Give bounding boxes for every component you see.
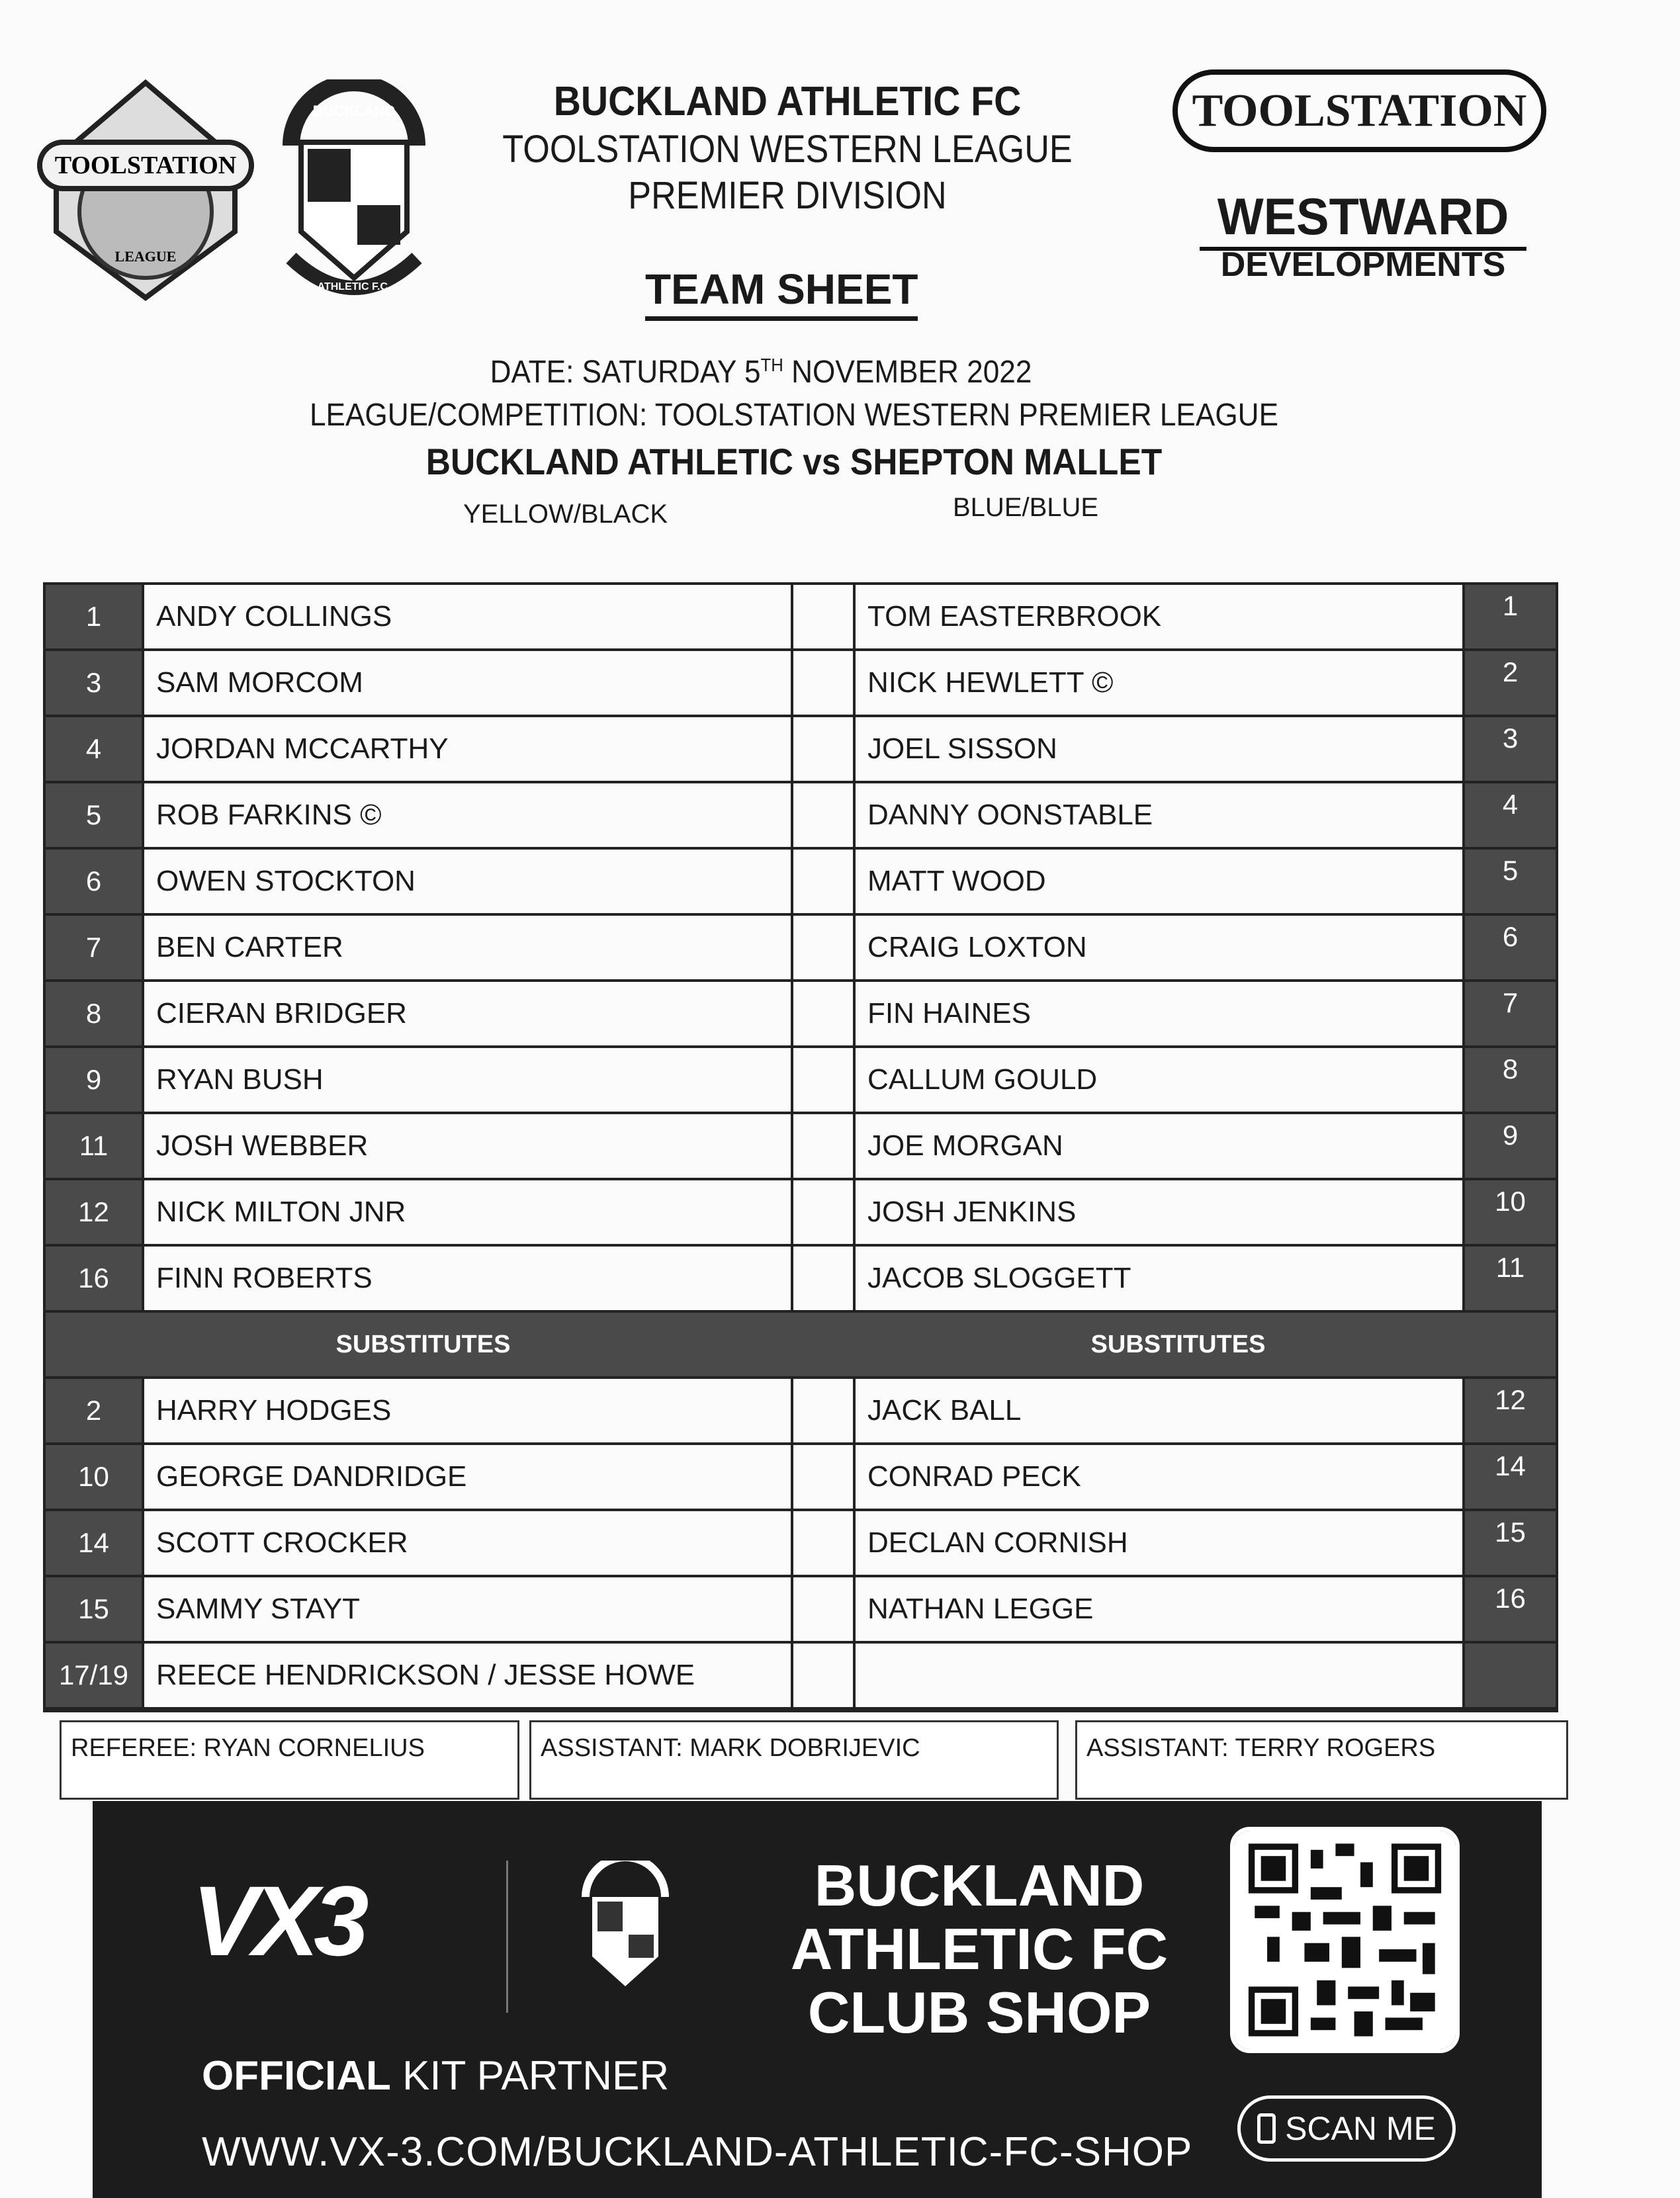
shop-line-3: CLUB SHOP — [807, 1980, 1151, 2045]
away-player-name: CRAIG LOXTON — [853, 916, 1465, 979]
home-shirt-number: 15 — [46, 1577, 142, 1641]
player-row — [46, 850, 1556, 916]
away-player-name: JOSH JENKINS — [853, 1180, 1465, 1244]
spacer — [793, 1511, 853, 1575]
shop-url[interactable]: WWW.VX-3.COM/BUCKLAND-ATHLETIC-FC-SHOP — [202, 2129, 1193, 2175]
badge-subtext: LEAGUE — [114, 248, 177, 265]
home-shirt-number: 2 — [46, 1379, 142, 1442]
home-player-name: BEN CARTER — [142, 916, 793, 979]
away-player-name: NATHAN LEGGE — [853, 1577, 1465, 1641]
spacer — [793, 1114, 853, 1178]
home-shirt-number: 3 — [46, 651, 142, 715]
home-player-name: FINN ROBERTS — [142, 1247, 793, 1310]
official-kit-partner — [202, 2052, 669, 2099]
spacer — [793, 916, 853, 979]
home-shirt-number: 1 — [46, 585, 142, 648]
away-player-name: TOM EASTERBROOK — [853, 585, 1465, 648]
division-name: PREMIER DIVISION — [628, 174, 947, 217]
away-player-name: CONRAD PECK — [853, 1445, 1465, 1509]
spacer — [793, 1247, 853, 1310]
home-player-name: SAM MORCOM — [142, 651, 793, 715]
substitute-row — [46, 1379, 1556, 1445]
home-shirt-number: 14 — [46, 1511, 142, 1575]
assistant-2-box: ASSISTANT: TERRY ROGERS — [1075, 1720, 1568, 1800]
away-kit: BLUE/BLUE — [953, 493, 1099, 522]
crest-top-text: BUCKLAND — [312, 103, 396, 119]
away-shirt-number: 9 — [1465, 1114, 1556, 1178]
spacer — [793, 1577, 853, 1641]
away-player-name — [853, 1644, 1465, 1707]
home-shirt-number: 5 — [46, 783, 142, 847]
away-player-name: JOEL SISSON — [853, 717, 1465, 781]
assistant-1-box: ASSISTANT: MARK DOBRIJEVIC — [529, 1720, 1059, 1800]
home-shirt-number: 16 — [46, 1247, 142, 1310]
buckland-crest-logo — [278, 79, 430, 301]
away-shirt-number: 1 — [1465, 585, 1556, 648]
buckland-crest-logo-small — [576, 1861, 675, 2000]
home-shirt-number: 9 — [46, 1048, 142, 1112]
home-player-name: ROB FARKINS © — [142, 783, 793, 847]
away-subs-label: SUBSTITUTES — [1090, 1330, 1266, 1358]
away-player-name: DANNY OONSTABLE — [853, 783, 1465, 847]
spacer — [793, 585, 853, 648]
home-player-name: ANDY COLLINGS — [142, 585, 793, 648]
spacer — [793, 717, 853, 781]
spacer — [793, 783, 853, 847]
home-player-name: GEORGE DANDRIDGE — [142, 1445, 793, 1509]
away-shirt-number: 3 — [1465, 717, 1556, 781]
away-shirt-number: 10 — [1465, 1180, 1556, 1244]
substitutes-header — [46, 1313, 1556, 1379]
spacer — [793, 982, 853, 1045]
spacer — [793, 1644, 853, 1707]
player-row — [46, 982, 1556, 1048]
home-player-name: JORDAN MCCARTHY — [142, 717, 793, 781]
home-shirt-number: 4 — [46, 717, 142, 781]
referee-box: REFEREE: RYAN CORNELIUS — [60, 1720, 519, 1800]
away-shirt-number — [1465, 1644, 1556, 1707]
date-suffix: NOVEMBER 2022 — [783, 355, 1032, 390]
home-shirt-number: 12 — [46, 1180, 142, 1244]
away-player-name: NICK HEWLETT © — [853, 651, 1465, 715]
away-shirt-number: 12 — [1465, 1379, 1556, 1442]
date-ordinal: TH — [760, 355, 783, 375]
home-player-name: SCOTT CROCKER — [142, 1511, 793, 1575]
spacer — [793, 850, 853, 913]
home-player-name: NICK MILTON JNR — [142, 1180, 793, 1244]
away-shirt-number: 8 — [1465, 1048, 1556, 1112]
toolstation-league-badge-logo — [36, 79, 255, 301]
spacer — [793, 1445, 853, 1509]
player-row — [46, 916, 1556, 982]
spacer — [793, 1379, 853, 1442]
substitute-row — [46, 1511, 1556, 1577]
kit-partner-rest: KIT PARTNER — [390, 2053, 670, 2099]
qr-code-icon[interactable] — [1234, 1831, 1456, 2049]
spacer — [793, 651, 853, 715]
divider — [506, 1861, 508, 2013]
away-shirt-number: 4 — [1465, 783, 1556, 847]
home-shirt-number: 6 — [46, 850, 142, 913]
home-shirt-number: 7 — [46, 916, 142, 979]
away-shirt-number: 16 — [1465, 1577, 1556, 1641]
away-shirt-number: 15 — [1465, 1511, 1556, 1575]
player-row — [46, 783, 1556, 850]
substitute-row — [46, 1445, 1556, 1511]
competition: LEAGUE/COMPETITION: TOOLSTATION WESTERN PREMIER LEAGUE — [309, 398, 1279, 433]
starters — [46, 585, 1556, 1313]
home-shirt-number: 11 — [46, 1114, 142, 1178]
scan-me-label: SCAN ME — [1285, 2110, 1436, 2147]
away-player-name: JACOB SLOGGETT — [853, 1247, 1465, 1310]
date-prefix: DATE: SATURDAY 5 — [490, 355, 761, 390]
away-shirt-number: 2 — [1465, 651, 1556, 715]
team-sheet-heading: TEAM SHEET — [645, 265, 918, 321]
westward-sponsor-logo: WESTWARD — [1200, 187, 1526, 251]
player-row — [46, 717, 1556, 783]
home-player-name: JOSH WEBBER — [142, 1114, 793, 1178]
away-player-name: FIN HAINES — [853, 982, 1465, 1045]
home-player-name: OWEN STOCKTON — [142, 850, 793, 913]
away-player-name: JOE MORGAN — [853, 1114, 1465, 1178]
home-kit: YELLOW/BLACK — [463, 500, 668, 529]
away-shirt-number: 6 — [1465, 916, 1556, 979]
vx3-logo: VX3 — [192, 1865, 364, 1976]
home-shirt-number: 8 — [46, 982, 142, 1045]
scan-me-button[interactable] — [1237, 2095, 1456, 2162]
home-player-name: CIERAN BRIDGER — [142, 982, 793, 1045]
kit-partner-bold: OFFICIAL — [202, 2053, 391, 2099]
shop-line-1: BUCKLAND — [814, 1853, 1145, 1918]
club-shop-title — [761, 1854, 1198, 2044]
fixture: BUCKLAND ATHLETIC vs SHEPTON MALLET — [425, 441, 1163, 482]
away-player-name: JACK BALL — [853, 1379, 1465, 1442]
player-row — [46, 1114, 1556, 1180]
team-sheet-table — [43, 582, 1558, 1712]
away-shirt-number: 11 — [1465, 1247, 1556, 1310]
away-shirt-number: 5 — [1465, 850, 1556, 913]
player-row — [46, 1180, 1556, 1247]
badge-text: TOOLSTATION — [54, 152, 237, 179]
match-date — [304, 354, 1217, 390]
substitute-row — [46, 1644, 1556, 1710]
league-name: TOOLSTATION WESTERN LEAGUE — [502, 128, 1073, 171]
player-row — [46, 1048, 1556, 1114]
home-shirt-number: 10 — [46, 1445, 142, 1509]
away-shirt-number: 7 — [1465, 982, 1556, 1045]
toolstation-sponsor-logo: TOOLSTATION — [1172, 69, 1546, 152]
crest-bottom-text: ATHLETIC F.C. — [317, 281, 391, 292]
spacer — [793, 1180, 853, 1244]
home-player-name: SAMMY STAYT — [142, 1577, 793, 1641]
away-player-name: CALLUM GOULD — [853, 1048, 1465, 1112]
away-player-name: MATT WOOD — [853, 850, 1465, 913]
club-shop-banner — [93, 1801, 1542, 2198]
player-row — [46, 585, 1556, 651]
home-shirt-number: 17/19 — [46, 1644, 142, 1707]
westward-developments-text: DEVELOPMENTS — [1220, 245, 1506, 284]
shop-line-2: ATHLETIC FC — [790, 1916, 1169, 1982]
player-row — [46, 651, 1556, 717]
substitutes — [46, 1379, 1556, 1710]
home-player-name: REECE HENDRICKSON / JESSE HOWE — [142, 1644, 793, 1707]
spacer — [793, 1048, 853, 1112]
away-shirt-number: 14 — [1465, 1445, 1556, 1509]
away-player-name: DECLAN CORNISH — [853, 1511, 1465, 1575]
phone-icon — [1257, 2113, 1276, 2144]
home-player-name: RYAN BUSH — [142, 1048, 793, 1112]
substitute-row — [46, 1577, 1556, 1644]
home-subs-label: SUBSTITUTES — [335, 1330, 511, 1358]
player-row — [46, 1247, 1556, 1313]
club-title: BUCKLAND ATHLETIC FC — [553, 79, 1022, 124]
home-player-name: HARRY HODGES — [142, 1379, 793, 1442]
